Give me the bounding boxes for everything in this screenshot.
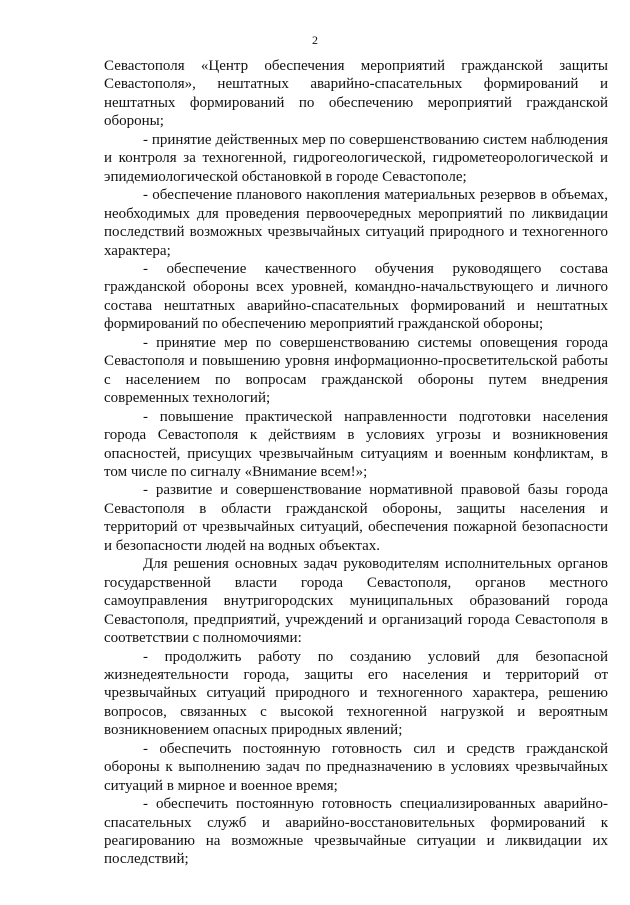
paragraph-continuation: Севастополя «Центр обеспечения мероприятий гражданской защиты Севастополя», нештатных аварийно-спасательных формирований и нештатных формирований по обеспечению мероприятий гражданской обороны; — [104, 58, 608, 130]
paragraph-rescue-services-readiness: - обеспечить постоянную готовность специализированных аварийно-спасательных служб и аварийно-восстановительных формирований к реагированию на возможные чрезвычайные ситуации и ликвидации их последствий; — [104, 796, 608, 868]
page-number: 2 — [312, 33, 318, 47]
document-body — [104, 57, 608, 869]
paragraph-legal-framework: - развитие и совершенствование нормативной правовой базы города Севастополя в области гражданской обороны, защиты населения и территорий от чрезвычайных ситуаций, обеспечения пожарной безопасности и безопасности людей на водных объектах. — [104, 482, 608, 554]
paragraph-main-tasks-intro: Для решения основных задач руководителям исполнительных органов государственной власти города Севастополя, органов местного самоуправления внутригородских муниципальных образований города Севастополя, предприятий, учреждений и организаций города Севастополя в соответствии с полномочиями: — [104, 556, 608, 647]
paragraph-civil-defense-readiness: - обеспечить постоянную готовность сил и средств гражданской обороны к выполнению задач по предназначению в условиях чрезвычайных ситуаций в мирное и военное время; — [104, 740, 608, 794]
paragraph-population-training: - повышение практической направленности подготовки населения города Севастополя к действиям в условиях угрозы и возникновения опасностей, присущих чрезвычайным ситуациям и военным конфликтам, в том числе по сигналу «Внимание всем!»; — [104, 408, 608, 480]
paragraph-safe-living-conditions: - продолжить работу по созданию условий для безопасной жизнедеятельности города, защиты его населения и территорий от чрезвычайных ситуаций природного и техногенного характера, решению вопросов, связанных с высокой техногенной нагрузкой и вероятным возникновением опасных природных явлений; — [104, 648, 608, 739]
paragraph-monitoring-systems: - принятие действенных мер по совершенствованию систем наблюдения и контроля за техногенной, гидрогеологической, гидрометеорологической и эпидемиологической обстановкой в городе Севастополе; — [104, 131, 608, 185]
paragraph-material-reserves: - обеспечение планового накопления материальных резервов в объемах, необходимых для проведения первоочередных мероприятий по ликвидации последствий возможных чрезвычайных ситуаций природного и техногенного характера; — [104, 187, 608, 259]
paragraph-warning-system: - принятие мер по совершенствованию системы оповещения города Севастополя и повышению уровня информационно-просветительской работы с населением по вопросам гражданской обороны путем внедрения современных технологий; — [104, 334, 608, 407]
paragraph-staff-training: - обеспечение качественного обучения руководящего состава гражданской обороны всех уровней, командно-начальствующего и личного состава нештатных аварийно-спасательных формирований и нештатных формирований по обеспечению мероприятий гражданской обороны; — [104, 260, 608, 333]
